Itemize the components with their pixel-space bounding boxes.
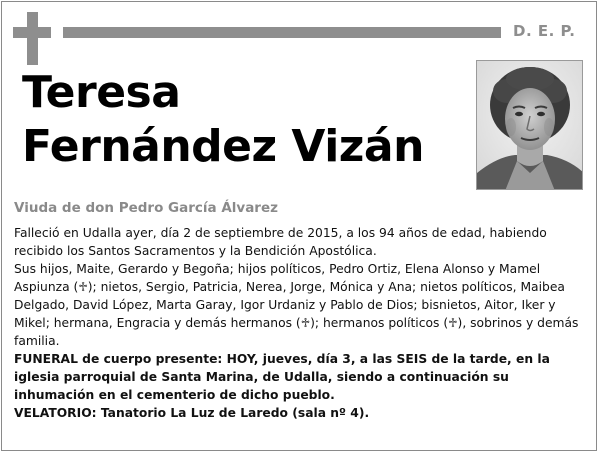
cross-vertical-bar: [27, 12, 38, 65]
deceased-portrait-photo: [476, 60, 583, 190]
dep-label: D. E. P.: [513, 22, 576, 40]
deceased-name: [22, 66, 424, 174]
portrait-illustration: [477, 61, 583, 190]
widow-of-subtitle: Viuda de don Pedro García Álvarez: [14, 200, 278, 216]
velatorio-paragraph: VELATORIO: Tanatorio La Luz de Laredo (sala nº 4).: [14, 406, 370, 420]
obituary-notice: [1, 1, 597, 451]
family-paragraph: Sus hijos, Maite, Gerardo y Begoña; hijos políticos, Pedro Ortiz, Elena Alonso y Mamel Aspiunza (♱); nietos, Sergio, Patricia, Nerea, Jorge, Mónica y Ana; nietos políticos, Maibea Delgado, David López, Marta Garay, Igor Urdaniz y Pablo de Dios; bisnietos, Aitor, Iker y Mikel; hermana, Engracia y demás hermanos (♱); hermanos políticos (♱), sobrinos y demás familia.: [14, 262, 579, 348]
header-divider-bar: [63, 27, 501, 38]
cross-horizontal-bar: [13, 27, 51, 38]
obituary-body: [14, 224, 579, 422]
funeral-paragraph: FUNERAL de cuerpo presente: HOY, jueves, día 3, a las SEIS de la tarde, en la iglesia parroquial de Santa Marina, de Udalla, siendo a continuación su inhumación en el cementerio de dicho pueblo.: [14, 352, 550, 402]
name-last: Fernández Vizán: [22, 121, 424, 172]
death-announcement-paragraph: Falleció en Udalla ayer, día 2 de septiembre de 2015, a los 94 años de edad, habiendo recibido los Santos Sacramentos y la Bendición Apostólica.: [14, 226, 547, 258]
name-first: Teresa: [22, 67, 181, 118]
